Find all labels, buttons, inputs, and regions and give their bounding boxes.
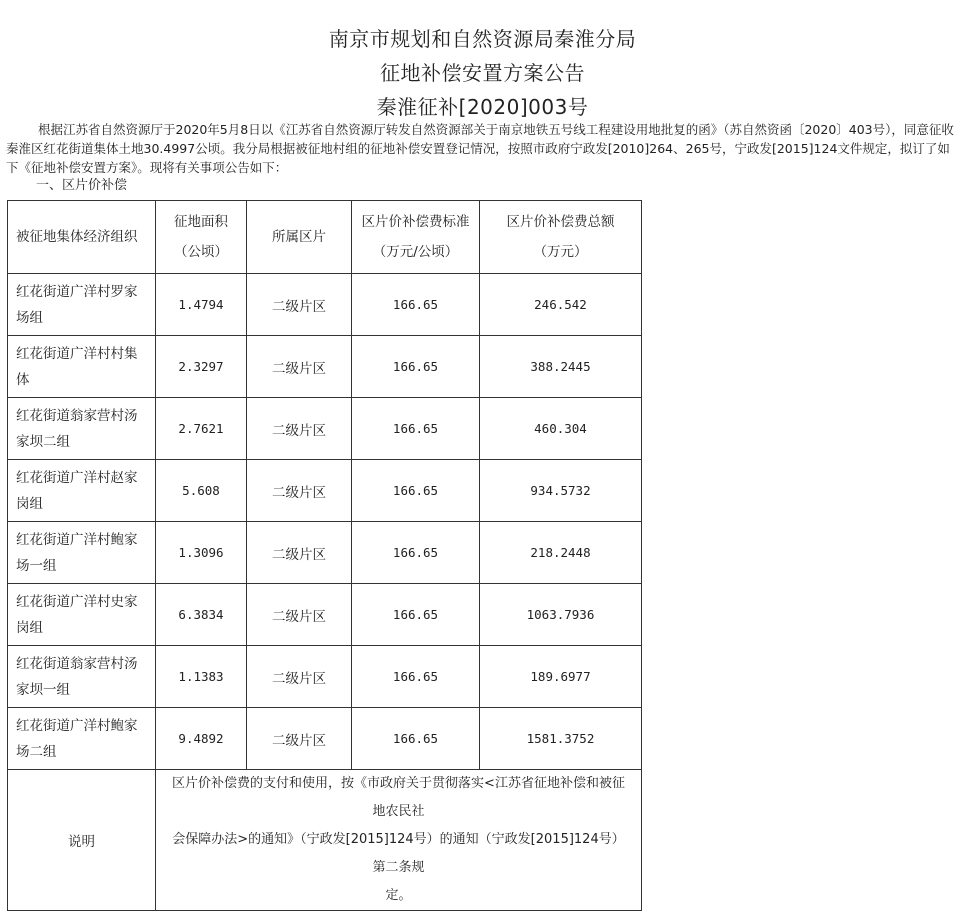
note-label: 说明 (8, 770, 156, 911)
cell-zone: 二级片区 (247, 336, 352, 398)
cell-zone: 二级片区 (247, 522, 352, 584)
cell-org: 红花街道翁家营村汤 家坝一组 (8, 646, 156, 708)
cell-zone: 二级片区 (247, 398, 352, 460)
header-standard: 区片价补偿费标准 （万元/公顷） (352, 201, 480, 274)
cell-standard: 166.65 (352, 336, 480, 398)
cell-total: 388.2445 (480, 336, 642, 398)
announcement-header (0, 22, 965, 124)
cell-total: 1581.3752 (480, 708, 642, 770)
table-row (8, 336, 642, 398)
cell-area: 2.3297 (156, 336, 247, 398)
cell-org: 红花街道广洋村史家 岗组 (8, 584, 156, 646)
cell-total: 1063.7936 (480, 584, 642, 646)
section-title: 一、区片价补偿 (36, 178, 128, 193)
cell-org: 红花街道广洋村鲍家 场一组 (8, 522, 156, 584)
table-note-row (8, 770, 642, 911)
cell-area: 1.1383 (156, 646, 247, 708)
cell-standard: 166.65 (352, 646, 480, 708)
intro-paragraph: 根据江苏省自然资源厅于2020年5月8日以《江苏省自然资源厅转发自然资源部关于南京地铁五号线工程建设用地批复的函》（苏自然资函〔2020〕403号），同意征收秦淮区红花街道集体土地30.4997公顷。我分局根据被征地村组的征地补偿安置登记情况，按照市政府宁政发[2010]264、265号，宁政发[2015]124文件规定，拟订了如下《征地补偿安置方案》。现将有关事项公告如下： (6, 122, 954, 175)
cell-standard: 166.65 (352, 398, 480, 460)
cell-total: 218.2448 (480, 522, 642, 584)
cell-standard: 166.65 (352, 274, 480, 336)
cell-org: 红花街道翁家营村汤 家坝二组 (8, 398, 156, 460)
announcement-title: 征地补偿安置方案公告 (380, 61, 585, 85)
table-row (8, 708, 642, 770)
cell-zone: 二级片区 (247, 274, 352, 336)
cell-total: 934.5732 (480, 460, 642, 522)
header-area: 征地面积 （公顷） (156, 201, 247, 274)
cell-standard: 166.65 (352, 522, 480, 584)
cell-org: 红花街道广洋村鲍家 场二组 (8, 708, 156, 770)
cell-zone: 二级片区 (247, 584, 352, 646)
cell-total: 189.6977 (480, 646, 642, 708)
cell-area: 9.4892 (156, 708, 247, 770)
cell-total: 246.542 (480, 274, 642, 336)
cell-standard: 166.65 (352, 460, 480, 522)
table-row (8, 460, 642, 522)
cell-standard: 166.65 (352, 708, 480, 770)
table-row (8, 584, 642, 646)
header-org: 被征地集体经济组织 (8, 201, 156, 274)
cell-org: 红花街道广洋村村集 体 (8, 336, 156, 398)
cell-area: 2.7621 (156, 398, 247, 460)
table-header-row (8, 201, 642, 274)
cell-zone: 二级片区 (247, 646, 352, 708)
table-row (8, 646, 642, 708)
cell-zone: 二级片区 (247, 460, 352, 522)
cell-org: 红花街道广洋村赵家 岗组 (8, 460, 156, 522)
cell-area: 5.608 (156, 460, 247, 522)
table-row (8, 522, 642, 584)
cell-zone: 二级片区 (247, 708, 352, 770)
cell-standard: 166.65 (352, 584, 480, 646)
cell-area: 1.4794 (156, 274, 247, 336)
header-total: 区片价补偿费总额 （万元） (480, 201, 642, 274)
issuer-title: 南京市规划和自然资源局秦淮分局 (328, 27, 637, 51)
table-row (8, 398, 642, 460)
cell-area: 1.3096 (156, 522, 247, 584)
cell-total: 460.304 (480, 398, 642, 460)
note-text: 区片价补偿费的支付和使用，按《市政府关于贯彻落实<江苏省征地补偿和被征地农民社 会保障办法>的通知》（宁政发[2015]124号）的通知（宁政发[2015]124号）第二条规 定。 (156, 770, 642, 911)
document-number: 秦淮征补[2020]003号 (376, 95, 589, 119)
table-row (8, 274, 642, 336)
cell-org: 红花街道广洋村罗家 场组 (8, 274, 156, 336)
cell-area: 6.3834 (156, 584, 247, 646)
header-zone: 所属区片 (247, 201, 352, 274)
compensation-table (7, 200, 642, 911)
